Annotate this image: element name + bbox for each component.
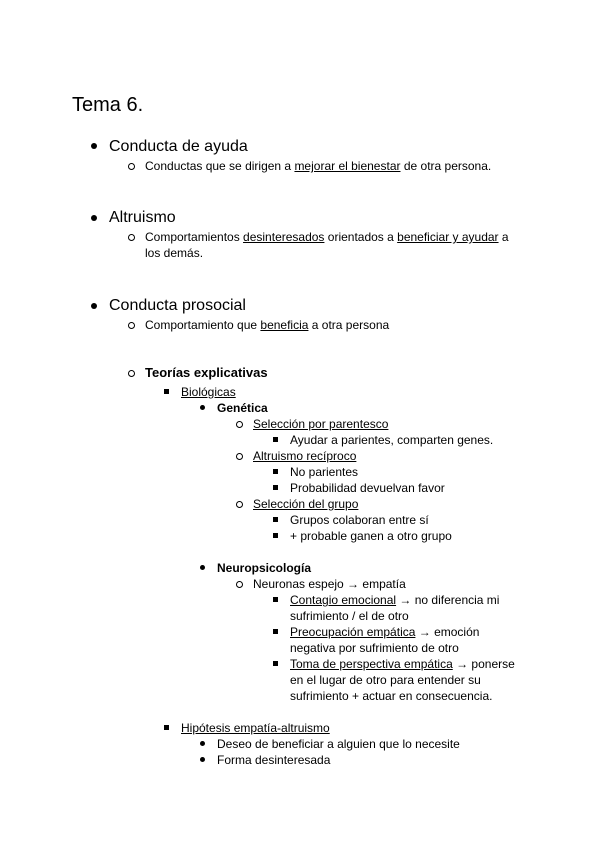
hipotesis-item: Deseo de beneficiar a alguien que lo necesite — [217, 737, 460, 751]
parentesco-item: Ayudar a parientes, comparten genes. — [290, 433, 494, 447]
bullet-dot — [200, 405, 205, 410]
bullet-ring — [128, 370, 135, 377]
preocupacion-line2: negativa por sufrimiento de otro — [290, 641, 459, 655]
bullet-dot — [91, 215, 97, 221]
hipotesis-label: Hipótesis empatía-altruismo — [181, 721, 330, 735]
bullet-ring — [236, 501, 243, 508]
heading-altruismo: Altruismo — [109, 209, 176, 226]
toma-line2: en el lugar de otro para entender su — [290, 673, 481, 687]
bullet-ring — [236, 453, 243, 460]
bullet-square — [164, 725, 169, 730]
bullet-square — [273, 437, 278, 442]
altruismo-def-line2: los demás. — [145, 246, 204, 260]
grupo-item: Grupos colaboran entre sí — [290, 513, 429, 527]
bullet-dot — [200, 741, 205, 746]
biologicas-label: Biológicas — [181, 385, 236, 399]
grupo-item: + probable ganen a otro grupo — [290, 529, 452, 543]
bullet-square — [273, 485, 278, 490]
contagio-line2: sufrimiento / el de otro — [290, 609, 409, 623]
bullet-square — [273, 629, 278, 634]
bullet-ring — [128, 322, 135, 329]
neuronas-espejo: Neuronas espejo → empatía — [253, 577, 406, 591]
bullet-ring — [128, 234, 135, 241]
bullet-square — [273, 597, 278, 602]
toma-line1: Toma de perspectiva empática → ponerse — [290, 657, 515, 671]
preocupacion-line1: Preocupación empática → emoción — [290, 625, 480, 639]
prosocial-def: Comportamiento que beneficia a otra persona — [145, 318, 390, 332]
hipotesis-item: Forma desinteresada — [217, 753, 331, 767]
bullet-dot — [91, 303, 97, 309]
altruismo-reciproco: Altruismo recíproco — [253, 449, 357, 463]
genetica-label: Genética — [217, 401, 268, 415]
reciproco-item: Probabilidad devuelvan favor — [290, 481, 445, 495]
bullet-dot — [200, 565, 205, 570]
bullet-square — [273, 533, 278, 538]
altruismo-def-line1: Comportamientos desinteresados orientados a beneficiar y ayudar a — [145, 230, 509, 244]
bullet-dot — [200, 757, 205, 762]
neuropsicologia-label: Neuropsicología — [217, 561, 312, 575]
heading-conducta-ayuda: Conducta de ayuda — [109, 138, 248, 155]
bullet-square — [273, 517, 278, 522]
bullet-square — [273, 469, 278, 474]
bullet-square — [273, 661, 278, 666]
seleccion-grupo: Selección del grupo — [253, 497, 359, 511]
bullet-ring — [128, 163, 135, 170]
seleccion-parentesco: Selección por parentesco — [253, 417, 389, 431]
bullet-square — [164, 389, 169, 394]
teorias-heading: Teorías explicativas — [145, 365, 268, 380]
reciproco-item: No parientes — [290, 465, 359, 479]
bullet-dot — [91, 143, 97, 149]
bullet-ring — [236, 421, 243, 428]
conducta-ayuda-def: Conductas que se dirigen a mejorar el bienestar de otra persona. — [145, 159, 492, 173]
heading-conducta-prosocial: Conducta prosocial — [109, 297, 246, 314]
contagio-line1: Contagio emocional → no diferencia mi — [290, 593, 500, 607]
bullet-ring — [236, 581, 243, 588]
toma-line3: sufrimiento + actuar en consecuencia. — [290, 689, 493, 703]
page-title: Tema 6. — [72, 94, 144, 116]
